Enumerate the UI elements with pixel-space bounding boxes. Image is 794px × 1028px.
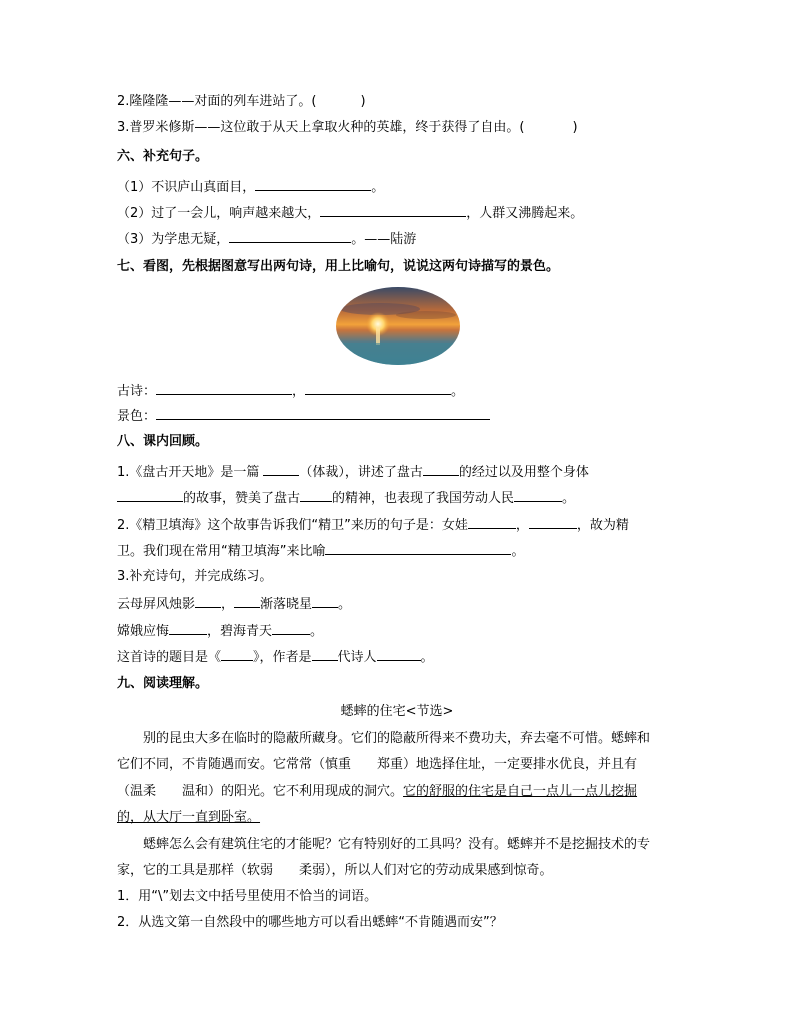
reading-question-1: 1．用“\”划去文中括号里使用不恰当的词语。 (117, 889, 378, 904)
section-nine-heading: 九、阅读理解。 (117, 676, 209, 691)
passage-title: 蟋蟀的住宅<节选> (340, 704, 454, 719)
answer-blank[interactable] (234, 594, 260, 608)
answer-blank[interactable] (263, 462, 299, 476)
answer-blank[interactable] (169, 621, 207, 635)
answer-blank[interactable] (312, 647, 338, 661)
q8-item-2a: 2.《精卫填海》这个故事告诉我们“精卫”来历的句子是：女娃 ， ，故为精 (117, 515, 629, 535)
sentence-1: （1）不识庐山真面目， 。 (117, 177, 384, 197)
answer-blank[interactable] (156, 381, 292, 395)
passage-line: 蟋蟀怎么会有建筑住宅的才能呢？它有特别好的工具吗？没有。蟋蟀并不是挖掘技术的专 (143, 837, 651, 852)
underlined-sentence: 它的舒服的住宅是自己一点儿一点儿挖掘 (403, 784, 638, 799)
passage-line: 家，它的工具是那样（软弱 柔弱），所以人们对它的劳动成果感到惊奇。 (117, 863, 553, 878)
poem-question: 这首诗的题目是《 》，作者是 代诗人 。 (117, 647, 434, 667)
q5-item-3: 3.普罗米修斯——这位敢于从天上拿取火种的英雄，终于获得了自由。( ) (117, 120, 578, 135)
answer-blank[interactable] (300, 488, 332, 502)
poem-line: 古诗： ， 。 (117, 381, 464, 401)
poem-line-1: 云母屏风烛影 ， 渐落晓星 。 (117, 594, 351, 614)
scenery-line: 景色： (117, 406, 490, 426)
answer-blank[interactable] (514, 488, 562, 502)
answer-blank[interactable] (320, 203, 466, 217)
q8-item-1b: 的故事，赞美了盘古 的精神，也表现了我国劳动人民 。 (117, 488, 575, 508)
answer-blank[interactable] (312, 594, 338, 608)
answer-blank[interactable] (325, 541, 511, 555)
passage-line: 别的昆虫大多在临时的隐蔽所藏身。它们的隐蔽所得来不费功夫，弃去毫不可惜。蟋蟀和 (143, 731, 651, 746)
q5-item-2: 2.隆隆隆——对面的列车进站了。( ) (117, 94, 366, 109)
q8-item-1a: 1.《盘古开天地》是一篇 （体裁），讲述了盘古 的经过以及用整个身体 (117, 462, 589, 482)
passage-line: （温柔 温和）的阳光。它不利用现成的洞穴。它的舒服的住宅是自己一点儿一点儿挖掘 (117, 784, 638, 799)
answer-blank[interactable] (529, 515, 577, 529)
q8-item-3: 3.补充诗句，并完成练习。 (117, 569, 273, 584)
answer-blank[interactable] (195, 594, 221, 608)
passage-line: 它们不同，不肯随遇而安。它常常（慎重 郑重）地选择住址，一定要排水优良，并且有 (117, 757, 638, 772)
sunset-sea-image (336, 287, 460, 365)
sentence-3: （3）为学患无疑， 。——陆游 (117, 229, 416, 249)
passage-line: 的，从大厅一直到卧室。 (117, 810, 261, 825)
section-eight-heading: 八、课内回顾。 (117, 434, 209, 449)
answer-blank[interactable] (229, 229, 351, 243)
poem-line-2: 嫦娥应悔 ，碧海青天 。 (117, 621, 323, 641)
answer-blank[interactable] (272, 621, 310, 635)
answer-blank[interactable] (221, 647, 253, 661)
answer-blank[interactable] (423, 462, 459, 476)
answer-blank[interactable] (117, 488, 183, 502)
q8-item-2b: 卫。我们现在常用“精卫填海”来比喻 。 (117, 541, 525, 561)
answer-blank[interactable] (305, 381, 451, 395)
answer-blank[interactable] (255, 177, 371, 191)
section-six-heading: 六、补充句子。 (117, 149, 209, 164)
answer-blank[interactable] (156, 406, 490, 420)
sentence-2: （2）过了一会儿，响声越来越大， ，人群又沸腾起来。 (117, 203, 583, 223)
answer-blank[interactable] (377, 647, 421, 661)
answer-blank[interactable] (468, 515, 516, 529)
sunset-illustration (336, 287, 460, 365)
reading-question-2: 2．从选文第一自然段中的哪些地方可以看出蟋蟀“不肯随遇而安”？ (117, 915, 503, 930)
section-seven-heading: 七、看图，先根据图意写出两句诗，用上比喻句，说说这两句诗描写的景色。 (117, 259, 560, 274)
